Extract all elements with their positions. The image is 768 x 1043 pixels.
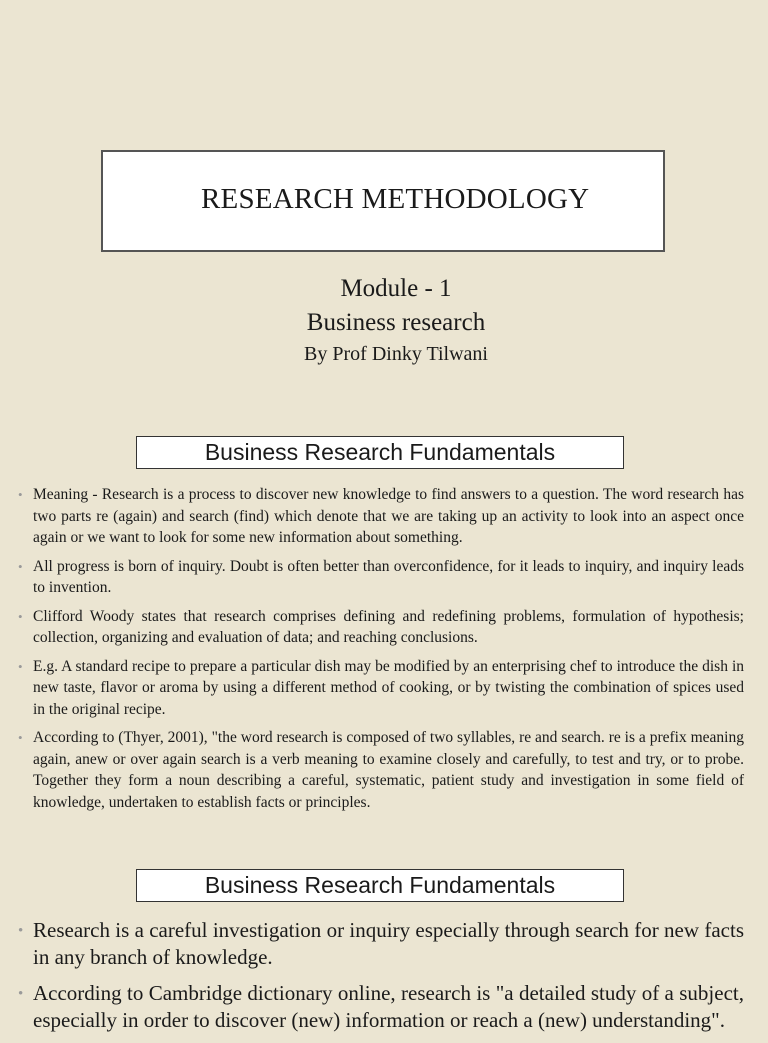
page-title: RESEARCH METHODOLOGY bbox=[201, 183, 590, 215]
bullet-icon: • bbox=[18, 608, 23, 624]
list-item bbox=[18, 556, 744, 599]
list-item bbox=[18, 917, 744, 971]
bullet-icon: • bbox=[18, 658, 23, 674]
topic-label: Business research bbox=[306, 309, 486, 336]
list-item-text: All progress is born of inquiry. Doubt is often better than overconfidence, for it leads to inquiry, and inquiry leads to invention. bbox=[33, 557, 744, 596]
list-item-text: Meaning - Research is a process to discover new knowledge to find answers to a question. The word research has two parts re (again) and search (find) which denote that we are taking up an activity to look into an aspect once again or we want to look for some new information about something. bbox=[33, 486, 744, 546]
list-item bbox=[18, 727, 744, 813]
bullet-icon: • bbox=[18, 558, 23, 574]
title-box bbox=[101, 150, 665, 252]
list-item bbox=[18, 980, 744, 1034]
list-item-text: According to (Thyer, 2001), "the word research is composed of two syllables, re and search. re is a prefix meaning again, anew or over again search is a verb meaning to examine closely and carefully, to test and try, or to probe. Together they form a noun describing a careful, systematic, patient study and investigation in some field of knowledge, undertaken to establish facts or principles. bbox=[33, 729, 744, 811]
section-heading-1: Business Research Fundamentals bbox=[136, 436, 624, 469]
list-item-text: According to Cambridge dictionary online, research is "a detailed study of a subject, especially in order to discover (new) information or reach a (new) understanding". bbox=[33, 981, 744, 1032]
bullet-icon: • bbox=[18, 730, 23, 745]
bullet-icon: • bbox=[18, 487, 23, 502]
bullet-icon: • bbox=[18, 986, 24, 1002]
section-heading-2: Business Research Fundamentals bbox=[136, 869, 624, 902]
bullet-list-2 bbox=[18, 917, 744, 1043]
list-item bbox=[18, 656, 744, 721]
module-label: Module - 1 bbox=[340, 275, 452, 302]
list-item bbox=[18, 484, 744, 549]
list-item-text: Research is a careful investigation or inquiry especially through search for new facts in any branch of knowledge. bbox=[33, 918, 744, 969]
bullet-list-1 bbox=[18, 484, 744, 820]
list-item-text: Clifford Woody states that research comprises defining and redefining problems, formulation of hypothesis; collection, organizing and evaluation of data; and reaching conclusions. bbox=[33, 607, 744, 646]
bullet-icon: • bbox=[18, 923, 24, 939]
author-label: By Prof Dinky Tilwani bbox=[304, 343, 488, 365]
list-item-text: E.g. A standard recipe to prepare a particular dish may be modified by an enterprising chef to introduce the dish in new taste, flavor or aroma by using a different method of cooking, or by twisting the combination of spices used in the original recipe. bbox=[33, 657, 744, 718]
list-item bbox=[18, 606, 744, 649]
